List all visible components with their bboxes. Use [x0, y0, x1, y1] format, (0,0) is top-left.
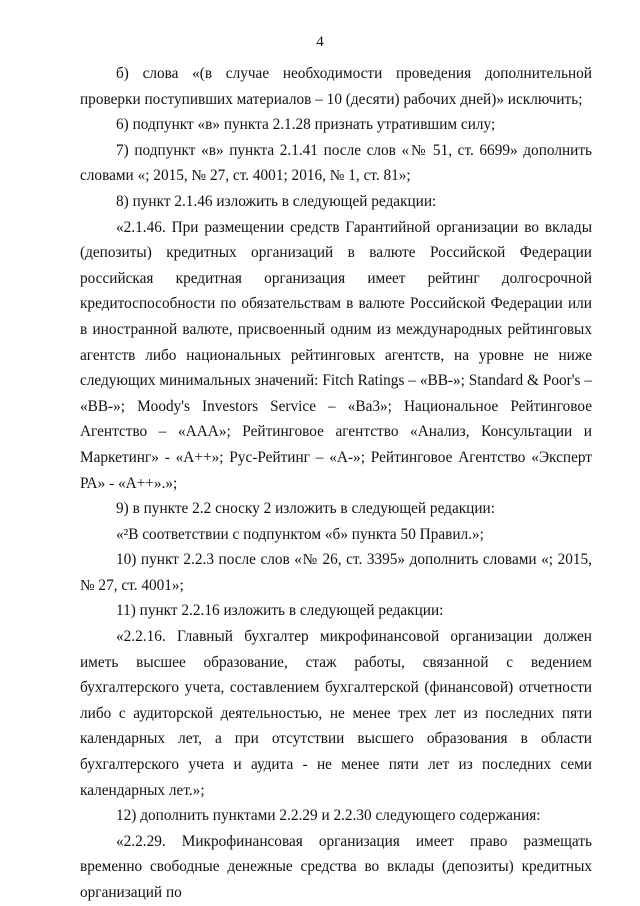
paragraph-12-clause-2-2-29: «2.2.29. Микрофинансовая организация имеет право размещать временно свободные денежные средства во вклады (депозиты) кредитных организаций по [80, 832, 592, 901]
page-number: 4 [316, 34, 324, 50]
paragraph-6-item-9: 9) в пункте 2.2 сноску 2 изложить в следующей редакции: [116, 500, 495, 518]
paragraph-10-clause-2-2-16: «2.2.16. Главный бухгалтер микрофинансовой организации должен иметь высшее образование, стаж работы, связанной с ведением бухгалтерского учета, составлением бухгалтерской (финансовой) отчетности либо с аудиторской деятельностью, не менее трех лет из последних пяти календарных лет, а при отсутствии высшего образования в области бухгалтерского учета и аудита - не менее пяти лет из последних семи календарных лет.»; [80, 628, 592, 799]
paragraph-2-item-6: 6) подпункт «в» пункта 2.1.28 признать утратившим силу; [116, 116, 496, 134]
paragraph-9-item-11: 11) пункт 2.2.16 изложить в следующей редакции: [116, 602, 444, 620]
paragraph-1-item-b: б) слова «(в случае необходимости проведения дополнительной проверки поступивших материалов – 10 (десяти) рабочих дней)» исключить; [80, 65, 592, 108]
paragraph-5-clause-2-1-46: «2.1.46. При размещении средств Гарантийной организации во вклады (депозиты) кредитных организаций в валюте Российской Федерации российская кредитная организация имеет рейтинг долгосрочной кредитоспособности по обязательствам в валюте Российской Федерации или в иностранной валюте, присвоенный одним из международных рейтинговых агентств либо национальных рейтинговых агентств, на уровне не ниже следующих минимальных значений: Fitch Ratings – «BB-»; Standard & Poor's – «BB-»; Moody's Investors Service – «Ba3»; Национальное Рейтинговое Агентство – «AAA»; Рейтинговое агентство «Анализ, Консультации и Маркетинг» - «A++»; Рус-Рейтинг – «A-»; Рейтинговое Агентство «Эксперт РА» - «A++».»; [80, 218, 592, 492]
paragraph-8-item-10: 10) пункт 2.2.3 после слов «№ 26, ст. 3395» дополнить словами «; 2015, № 27, ст. 4001»; [80, 551, 592, 594]
paragraph-3-item-7: 7) подпункт «в» пункта 2.1.41 после слов «№ 51, ст. 6699» дополнить словами «; 2015, № 27, ст. 4001; 2016, № 1, ст. 81»; [80, 141, 592, 185]
paragraph-11-item-12: 12) дополнить пунктами 2.2.29 и 2.2.30 следующего содержания: [116, 807, 541, 825]
paragraph-4-item-8: 8) пункт 2.1.46 изложить в следующей редакции: [116, 192, 437, 210]
paragraph-7-footnote-2: «²В соответствии с подпунктом «б» пункта 50 Правил.»; [116, 525, 484, 543]
